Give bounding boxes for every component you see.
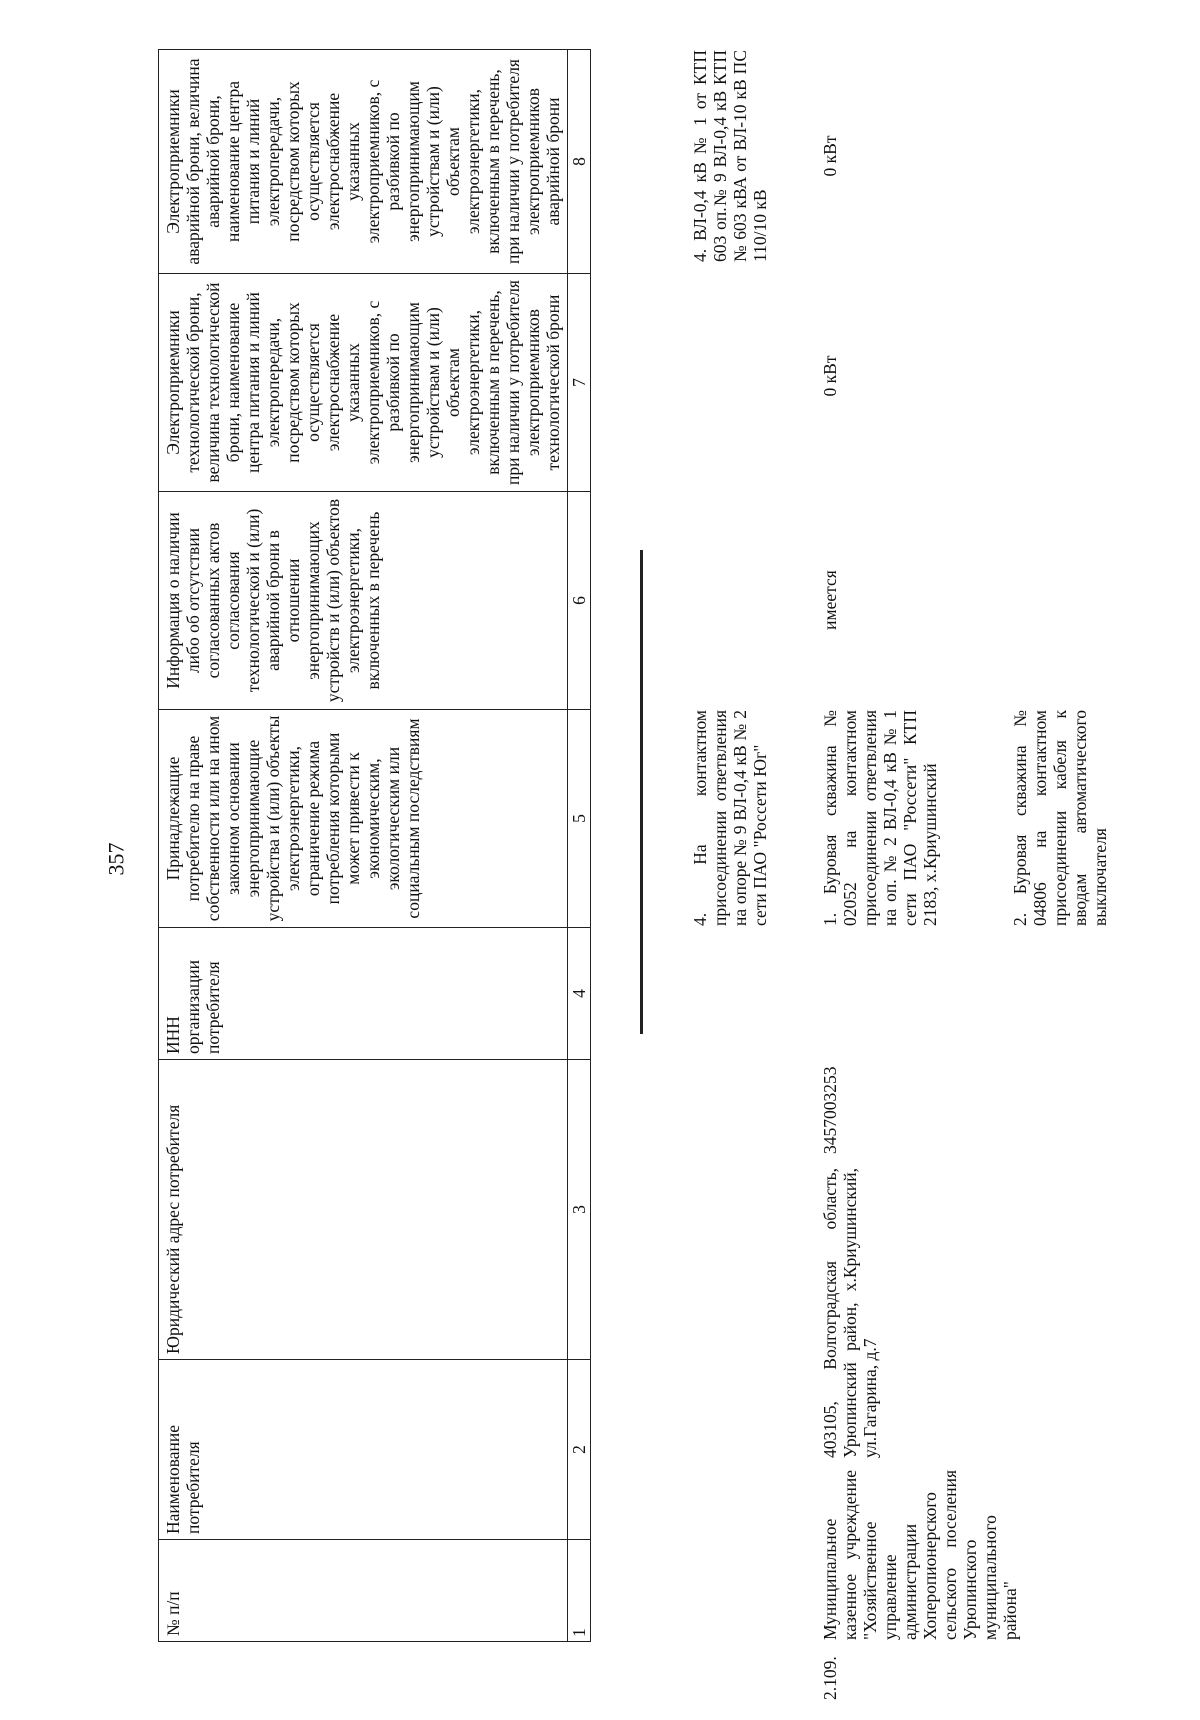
column-number: 4 xyxy=(568,928,591,1060)
header-legal-address: Юридический адрес потребителя xyxy=(159,1060,568,1360)
consumer-name: Муниципальное казенное учреждение "Хозяйственное управление администрации Хоперопионерского сельского поселения Урюпинского муниципального района" xyxy=(820,1470,1020,1640)
column-number: 8 xyxy=(568,50,591,274)
header-inn: ИНН организации потребителя xyxy=(159,928,568,1060)
column-number: 6 xyxy=(568,492,591,710)
header-devices: Принадлежащие потребителю на праве собственности или на ином законном основании энергопринимающие устройства и (или) объекты электроэнергетики, ограничение режима потребления которыми может привести к экономическим, экологическим или социальным последствиям xyxy=(159,710,568,928)
tech-reserve-value: 0 кВт xyxy=(820,355,840,397)
header-acts: Информация о наличии либо об отсутствии согласованных актов согласования технологической и (или) аварийной брони в отношении энергопринимающих устройств и (или) объектов электроэнергетики, включенных в перечень xyxy=(159,492,568,710)
header-emergency-reserve: Электроприемники аварийной брони, величина аварийной брони, наименование центра питания и линий электропередачи, посредством которых осуществляется электроснабжение указанных электроприемников, с разбивкой по энергопринимающим устройствам и (или) объектам электроэнергетики, включенным в перечень, при наличии у потребителя электроприемников аварийной брони xyxy=(159,50,568,274)
continuation-emergency-reserve: 4. ВЛ-0,4 кВ № 1 от КТП 603 оп.№ 9 ВЛ-0,4 кВ КТП № 603 кВА от ВЛ-10 кВ ПС 110/10 кВ xyxy=(690,50,770,262)
objects-item-1: 1. Буровая скважина № 02052 на контактном присоединении ответвления на оп. № 2 ВЛ-0,4 кВ № 1 сети ПАО "Россети" КТП 2183, х.Криушинский xyxy=(820,710,940,926)
header-number: № п/п xyxy=(159,1540,568,1642)
column-number: 1 xyxy=(568,1540,591,1642)
column-number: 5 xyxy=(568,710,591,928)
table-header-row xyxy=(159,50,568,1642)
column-number-row xyxy=(568,50,591,1642)
objects-item-2: 2. Буровая скважина № 04806 на контактном присоединении кабеля к вводам автоматического выключателя xyxy=(1010,710,1110,926)
acts-value: имеется xyxy=(820,570,840,630)
continuation-objects: 4. На контактном присоединении ответвления на опоре № 9 ВЛ-0,4 кВ № 2 сети ПАО "Россети Юг" xyxy=(690,710,770,926)
column-number: 7 xyxy=(568,274,591,492)
header-tech-reserve: Электроприемники технологической брони, величина технологической брони, наименование центра питания и линий электропередачи, посредством которых осуществляется электроснабжение указанных электроприемников, с разбивкой по энергопринимающим устройствам и (или) объектам электроэнергетики, включенным в перечень, при наличии у потребителя электроприемников технологической брони xyxy=(159,274,568,492)
reserve-table xyxy=(158,49,591,1642)
inn-value: 3457003253 xyxy=(820,1066,840,1154)
header-consumer-name: Наименование потребителя xyxy=(159,1360,568,1540)
row-number: 2.109. xyxy=(820,1656,840,1700)
column-number: 3 xyxy=(568,1060,591,1360)
page-number: 357 xyxy=(103,842,129,876)
separator-line xyxy=(640,550,643,1034)
column-number: 2 xyxy=(568,1360,591,1540)
emergency-reserve-value: 0 кВт xyxy=(820,135,840,177)
legal-address: 403105, Волгоградская область, Урюпинский район, х.Криушинский, ул.Гагарина, д.7 xyxy=(820,1168,880,1458)
